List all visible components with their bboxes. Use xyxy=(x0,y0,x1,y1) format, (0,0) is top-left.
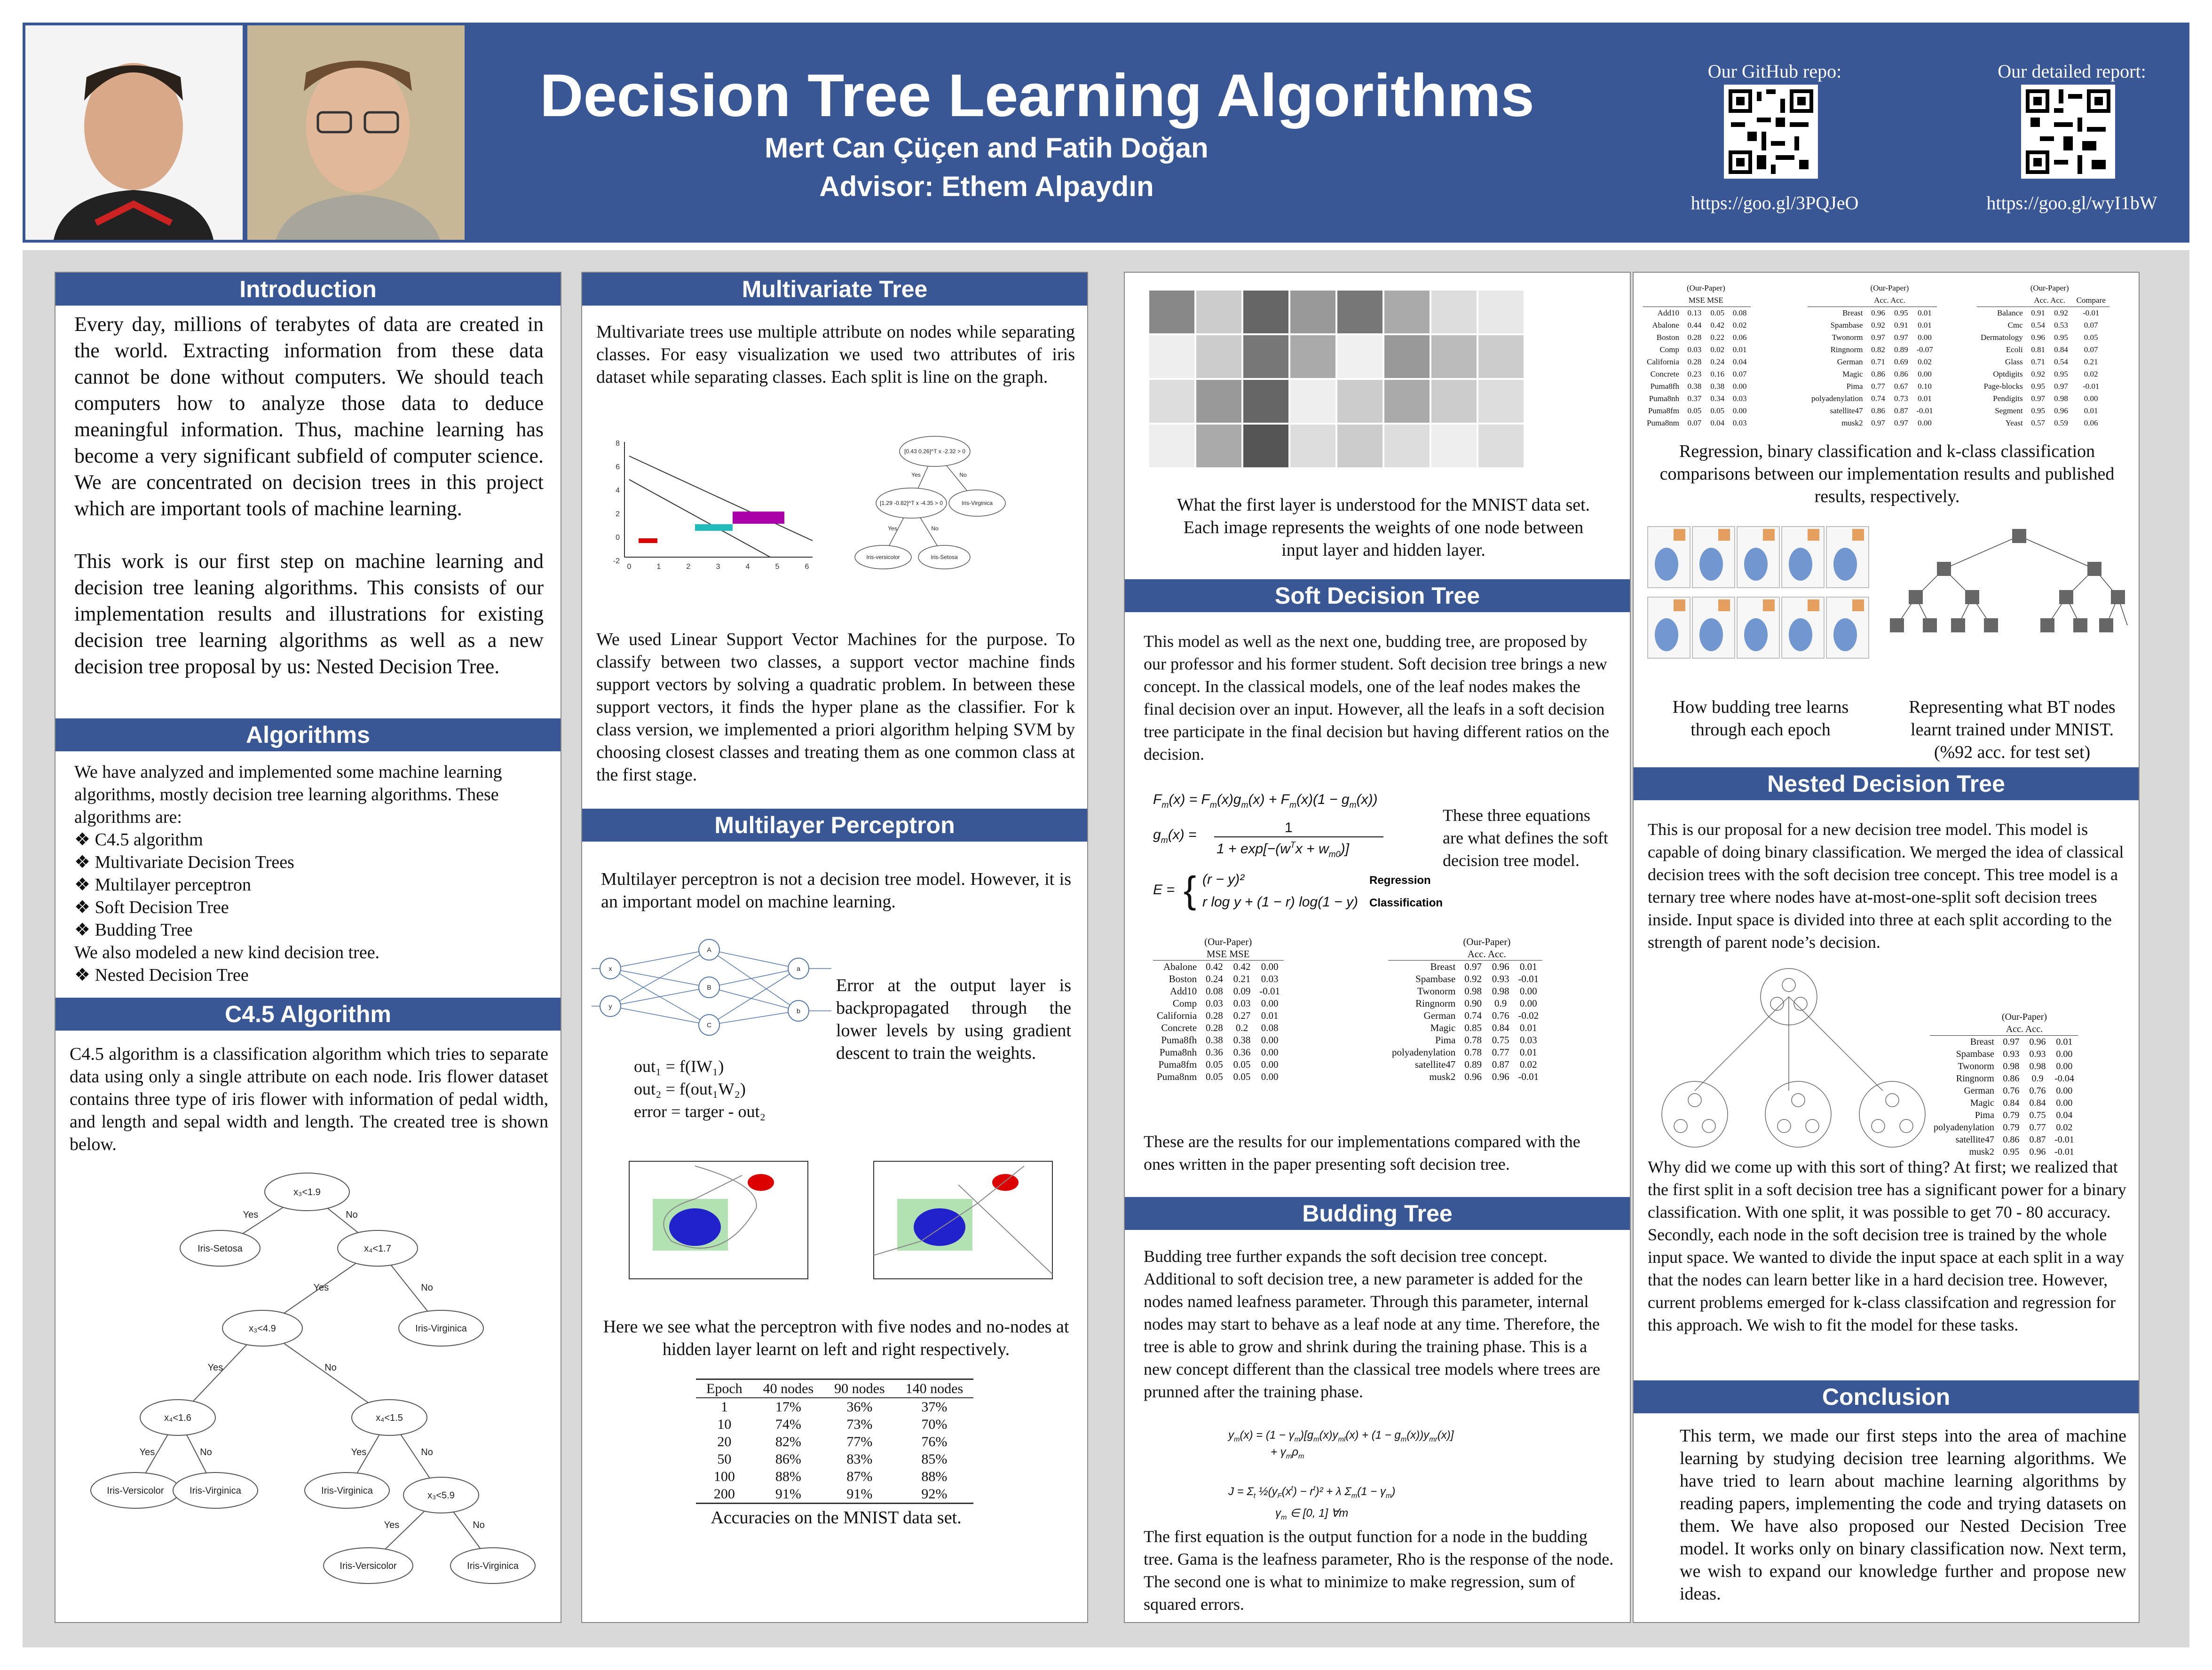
list-item: ❖ Budding Tree xyxy=(74,919,544,941)
edge-label: No xyxy=(346,1210,358,1220)
table-row: Ringnorm 0.82 0.89 -0.07 xyxy=(1830,345,1933,354)
equation-label: Classification xyxy=(1369,897,1443,909)
tree-node-label: Iris-Virginica xyxy=(962,500,993,506)
table-row: Add10 0.08 0.09 -0.01 xyxy=(1170,985,1280,997)
section-title-c45: C4.5 Algorithm xyxy=(55,998,561,1031)
soft-regression-table: (Our-Paper) MSE MSE Abalone 0.42 0.42 0.00 Boston 0.24 0.21 0.03 Add10 0.08 0.09 -0.01 Comp 0.03 0.03 0.00 California 0.28 0.27 0.01 Concrete 0.28 0.2 0.08 Puma8fh 0.38 0.38 0.00 Puma8nh 0.36 0.36 0.00 Puma8fm 0.05 0.05 0.00 Puma8nm 0.05 0.05 0.00 xyxy=(1153,936,1284,1083)
list-item: ❖ Multilayer perceptron xyxy=(74,874,544,896)
svg-text:x: x xyxy=(608,965,612,972)
table-row: Cmc 0.54 0.53 0.07 xyxy=(2007,321,2098,330)
table-row: polyadenylation 0.78 0.77 0.01 xyxy=(1392,1047,1537,1058)
section-title-multivariate: Multivariate Tree xyxy=(582,273,1087,306)
table-row: Boston 0.28 0.22 0.06 xyxy=(1656,333,1747,342)
table-row: German 0.76 0.76 0.00 xyxy=(1964,1086,2073,1096)
table-row: California 0.28 0.24 0.04 xyxy=(1647,357,1747,366)
soft-classification-table: (Our-Paper) Acc. Acc. Breast 0.97 0.96 0.01 Spambase 0.92 0.93 -0.01 Twonorm 0.98 0.98 0.00 Ringnorm 0.90 0.9 0.00 German 0.74 0.76 -0.02 Magic 0.85 0.84 0.01 Pima 0.78 0.75 0.03 polyadenylation 0.78 0.77 0.01 satellite47 0.89 0.87 0.02 musk2 0.96 0.96 -0.01 xyxy=(1388,936,1542,1083)
edge-label: No xyxy=(324,1363,337,1373)
table-row: Abalone 0.42 0.42 0.00 xyxy=(1163,961,1279,972)
tree-node-label: Iris-Virginica xyxy=(415,1323,467,1334)
table-row: Glass 0.71 0.54 0.21 xyxy=(2005,357,2098,366)
mlp-table-caption: Accuracies on the MNIST data set. xyxy=(711,1508,962,1528)
table-row: Puma8nm 0.05 0.05 0.00 xyxy=(1157,1071,1279,1082)
tree-node-label: Iris-Versicolor xyxy=(340,1561,397,1571)
table-row: Optdigits 0.92 0.95 0.02 xyxy=(1993,370,2098,378)
table-row: Spambase 0.92 0.93 -0.01 xyxy=(1415,973,1539,985)
edge-label: No xyxy=(959,472,967,478)
conclusion-text: This term, we made our first steps into the area of machine learning by studying decision tree learning algorithms. We have tried to learn about machine learning algorithms by reading papers, implementing the code and trying datasets on them. We have also proposed our Nested Decision Tree model. It works only on binary classification now. Next term, we wish to expand our knowledge further and propose new ideas. xyxy=(1680,1426,2126,1604)
table-row: Breast 0.97 0.96 0.01 xyxy=(1430,961,1537,972)
edge-label: Yes xyxy=(911,472,921,478)
svg-text:{: { xyxy=(1184,869,1196,911)
edge-label: Yes xyxy=(313,1283,329,1293)
repo-url[interactable]: https://goo.gl/3PQJeO xyxy=(1691,192,1859,213)
y-tick-label: 8 xyxy=(616,440,620,448)
poster-header xyxy=(23,23,2189,243)
bt-kclass-table: (Our-Paper) Acc. Acc. Compare Balance 0.91 0.92 -0.01 Cmc 0.54 0.53 0.07 Dermatology 0.96 0.95 0.05 Ecoli 0.81 0.84 0.07 Glass 0.71 0.54 0.21 Optdigits 0.92 0.95 0.02 Page-blocks 0.95 0.97 -0.01 Pendigits 0.97 0.98 0.00 Segment 0.95 0.96 0.01 Yeast 0.57 0.59 0.06 xyxy=(1977,282,2109,429)
svg-text:γm ∈ [0, 1] ∀m: $\gamma_m$ ∈ [0, 1] ∀m xyxy=(1275,1507,1349,1521)
table-row: Spambase 0.92 0.91 0.01 xyxy=(1830,321,1932,330)
table-row: Puma8nh 0.37 0.34 0.03 xyxy=(1649,394,1747,403)
tree-node-label: x₃<5.9 xyxy=(427,1490,455,1501)
table-row: 200 91% 91% 92% xyxy=(696,1485,973,1504)
mlp-text-2: Error at the output layer is backpropagated through the lower levels by using gradient descent to train the weights. xyxy=(836,976,1071,1063)
table-row: satellite47 0.86 0.87 -0.01 xyxy=(1955,1134,2074,1145)
svg-text:b: b xyxy=(797,1007,800,1015)
soft-tree-equation-note: These three equations are what defines the soft decision tree model. xyxy=(1443,806,1608,870)
table-row: musk2 0.96 0.96 -0.01 xyxy=(1429,1071,1539,1082)
table-row: Comp 0.03 0.03 0.00 xyxy=(1172,998,1279,1009)
mlp-accuracy-table: Epoch 40 nodes 90 nodes 140 nodes 1 17% 36% 37% 10 74% 73% 70% 20 82% 77% 76% 50 86% 83% 85% 100 88% 87% 88% 200 91% 91% 92% xyxy=(696,1379,973,1504)
x-tick-label: 2 xyxy=(686,563,691,571)
multivariate-text-2: We used Linear Support Vector Machines for the purpose. To classify between two classes, a support vector machine finds support vectors by solving a quadratic problem. In between these support vectors, it finds the hyper plane as the classifier. For k class version, we implemented a priori algorithm helping SVM by choosing closest classes and treating them as one common class at the first stage. xyxy=(596,630,1075,785)
svg-text:a: a xyxy=(797,965,800,972)
table-row: Boston 0.24 0.21 0.03 xyxy=(1169,973,1279,985)
table-row: 50 86% 83% 85% xyxy=(717,1451,948,1467)
table-row: Pendigits 0.97 0.98 0.00 xyxy=(1993,394,2098,403)
svg-text:gm(x) =: $g_m(x)$ = xyxy=(1153,827,1197,845)
algorithms-list xyxy=(74,828,544,941)
table-row: musk2 0.97 0.97 0.00 xyxy=(1841,418,1932,427)
section-title-budding-tree: Budding Tree xyxy=(1125,1197,1630,1230)
y-tick-label: 0 xyxy=(616,534,620,542)
svg-text:E =: E = xyxy=(1153,882,1175,898)
nested-tree-text-2: Why did we come up with this sort of thing? At first; we realized that the first split in a soft decision tree has a significant power for a binary classification. With one split, it was possible to get 70 - 80 accuracy. Secondly, each node in the soft decision tree is trained by the whole input space. We wanted to divide the input space at each split in a way that the nodes can learn better like in a hard decision tree. However, current problems emerged for k-class classifcation and regression for this approach. We wish to fit the model for these tasks. xyxy=(1648,1158,2126,1334)
table-row: Magic 0.85 0.84 0.01 xyxy=(1430,1022,1537,1033)
mlp-equation-3: error = targer - out₂ xyxy=(634,1102,766,1121)
edge-label: No xyxy=(473,1520,485,1530)
report-label: Our detailed report: xyxy=(1998,61,2146,82)
table-row: Spambase 0.93 0.93 0.00 xyxy=(1956,1049,2073,1059)
table-row: Pima 0.78 0.75 0.03 xyxy=(1435,1034,1537,1046)
table-row: Segment 0.95 0.96 0.01 xyxy=(1995,406,2098,415)
multivariate-text-1: Multivariate trees use multiple attribute on nodes while separating classes. For easy visualization we used two attributes of iris dataset while separating classes. Each split is line on the graph. xyxy=(596,322,1075,387)
tree-node-label: [1.29 -0.82]^T x -4.35 > 0 xyxy=(880,500,943,506)
intro-paragraph-2: This work is our first step on machine learning and decision tree leaning algorithms. This consists of our implementation results and illustrations for existing decision tree learning algorithms as well as a new decision tree proposal by us: Nested Decision Tree. xyxy=(74,550,544,678)
mlp-network-diagram xyxy=(592,931,836,1039)
tree-node-label: [0.43 0.26]^T x -2.32 > 0 xyxy=(904,448,965,455)
authors: Mert Can Çüçen and Fatih Doğan xyxy=(765,132,1209,164)
table-row: Puma8nh 0.36 0.36 0.00 xyxy=(1159,1047,1279,1058)
intro-paragraph-1: Every day, millions of terabytes of data are created in the world. Extracting information from these data cannot be done without computers. We should teach computers how to analyze those data to deduce meaningful information. Thus, machine learning has become a very significant subfield of computer science. We are concentrated on decision trees in this project which are important tools of machine learning. xyxy=(74,313,544,520)
bt-binary-table: (Our-Paper) Acc. Acc. Breast 0.96 0.95 0.01 Spambase 0.92 0.91 0.01 Twonorm 0.97 0.97 0.00 Ringnorm 0.82 0.89 -0.07 German 0.71 0.69 0.02 Magic 0.86 0.86 0.00 Pima 0.77 0.67 0.10 polyadenylation 0.74 0.73 0.01 satellite47 0.86 0.87 -0.01 musk2 0.97 0.97 0.00 xyxy=(1808,282,1937,429)
svg-text:J = Σt ½(yF(xt) − rt)² + λ Σm(: $J = \Sigma_t$ $\frac{1}{2}(y_F(x^t) - r^t)^2 + \lambda$ $\Sigma_m(1 - \gamma_m)$ xyxy=(1228,1484,1396,1500)
tree-node-label: Iris-Virginica xyxy=(321,1486,373,1496)
y-tick-label: 6 xyxy=(616,463,620,471)
tree-node-label: Iris-Versicolor xyxy=(107,1486,164,1496)
svg-text:A: A xyxy=(707,946,711,953)
table-row: Magic 0.86 0.86 0.00 xyxy=(1842,370,1932,378)
tree-node-label: x₃<1.9 xyxy=(293,1187,321,1197)
y-tick-label: 2 xyxy=(616,510,620,518)
bt-epoch-caption: How budding tree learns through each epoch xyxy=(1672,697,1849,740)
table-row: Puma8nm 0.07 0.04 0.03 xyxy=(1647,418,1747,427)
poster-title: Decision Tree Learning Algorithms xyxy=(540,62,1534,129)
soft-tree-text: This model as well as the next one, budding tree, are proposed by our professor and his former student. Soft decision tree brings a new concept. In the classical models, one of the leaf nodes makes the final decision over an input. However, all the leafs in a soft decision tree participate in the final decision but having different ratios on the decision. xyxy=(1144,632,1609,764)
edge-label: No xyxy=(421,1447,433,1457)
algorithms-new-list xyxy=(74,964,544,986)
tree-node-label: Iris-Setosa xyxy=(198,1244,243,1254)
column-2 xyxy=(581,272,1088,1623)
edge-label: Yes xyxy=(351,1447,367,1457)
table-row: polyadenylation 0.79 0.77 0.02 xyxy=(1934,1122,2073,1133)
y-tick-label: 4 xyxy=(616,487,620,495)
x-tick-label: 1 xyxy=(656,563,661,571)
svg-text:Fm(x) = Fm(x)gm(x) + Fm(x)(1 −: $F_m(x) = F_m(x)g_m(x) + F_m(x)(1 - g_m(x))$ xyxy=(1153,792,1378,810)
nested-tree-diagram xyxy=(1648,964,1939,1171)
multivariate-plot xyxy=(592,433,1081,574)
column-4 xyxy=(1633,272,2140,1623)
edge-label: Yes xyxy=(139,1447,155,1457)
svg-text:(r − y)²: (r − y)² xyxy=(1202,872,1245,887)
advisor: Advisor: Ethem Alpaydın xyxy=(819,171,1154,202)
repo-label: Our GitHub repo: xyxy=(1707,61,1842,82)
column-3 xyxy=(1124,272,1631,1623)
tree-node-label: Iris-Virginica xyxy=(467,1561,519,1571)
svg-text:1 + exp[−(wTx + wm0)]: $1 + \exp[-(w^Tx + w_{m0})]$ xyxy=(1217,840,1349,859)
table-row: satellite47 0.86 0.87 -0.01 xyxy=(1830,406,1933,415)
mlp-plots-caption: Here we see what the perceptron with five nodes and no-nodes at hidden layer learnt on left and right respectively. xyxy=(603,1317,1069,1359)
c45-text: C4.5 algorithm is a classification algorithm which tries to separate data using only a single attribute on each node. Iris flower dataset contains three type of iris flower with information of pedal width, and length and sepal width and length. The created tree is shown below. xyxy=(70,1044,548,1154)
table-row: Twonorm 0.98 0.98 0.00 xyxy=(1417,985,1537,997)
soft-tree-equations xyxy=(1148,785,1449,917)
table-row: Dermatology 0.96 0.95 0.05 xyxy=(1981,333,2098,342)
list-item: ❖ Multivariate Decision Trees xyxy=(74,851,544,874)
table-row: Puma8fh 0.38 0.38 0.00 xyxy=(1161,1034,1279,1046)
column-1 xyxy=(55,272,561,1623)
svg-text:r log y + (1 − r) log(1 − y): r log y + (1 − r) log(1 − y) xyxy=(1202,894,1358,910)
x-tick-label: 0 xyxy=(627,563,632,571)
budding-tree-text-2: The first equation is the output function for a node in the budding tree. Gama is the leafness parameter, Rho is the response of the node. The second one is what to minimize to make regression, sum of squared errors. xyxy=(1144,1527,1614,1614)
bt-tables-caption: Regression, binary classification and k-class classification comparisons between our implementation results and published results, respectively. xyxy=(1659,441,2115,506)
author-photo-1 xyxy=(25,25,243,240)
table-row: Breast 0.97 0.96 0.01 xyxy=(1970,1037,2073,1047)
edge-label: Yes xyxy=(243,1210,259,1220)
edge-label: No xyxy=(931,525,939,532)
table-row: Ringnorm 0.90 0.9 0.00 xyxy=(1415,998,1537,1009)
table-row: Breast 0.96 0.95 0.01 xyxy=(1842,308,1932,317)
edge-label: No xyxy=(421,1283,433,1293)
table-row: polyadenylation 0.74 0.73 0.01 xyxy=(1811,394,1932,403)
author-photo-2 xyxy=(247,25,465,240)
table-row: German 0.71 0.69 0.02 xyxy=(1837,357,1932,366)
bt-regression-table: (Our-Paper) MSE MSE Add10 0.13 0.05 0.08 Abalone 0.44 0.42 0.02 Boston 0.28 0.22 0.06 Comp 0.03 0.02 0.01 California 0.28 0.24 0.04 Concrete 0.23 0.16 0.07 Puma8fh 0.38 0.38 0.00 Puma8nh 0.37 0.34 0.03 Puma8fm 0.05 0.05 0.00 Puma8nm 0.07 0.04 0.03 xyxy=(1643,282,1751,429)
budding-tree-text-1: Budding tree further expands the soft decision tree concept. Additional to soft decision tree, a new parameter is added for the nodes named leafness parameter. Through this parameter, internal nodes may start to behave as a leaf node at any time. Therefore, the tree is able to grow and shrink during the training phase. This is a new concept different than the classical tree models where trees are prunned after the training phase. xyxy=(1144,1247,1600,1401)
algorithms-intro: We have analyzed and implemented some machine learning algorithms, mostly decision tree learning algorithms. These algorithms are: xyxy=(74,762,502,827)
table-row: Add10 0.13 0.05 0.08 xyxy=(1657,308,1747,317)
tree-node-label: x₄<1.6 xyxy=(164,1413,191,1423)
mlp-equation-1: out₁ = f(IW₁) xyxy=(634,1057,724,1076)
mlp-text-1: Multilayer perceptron is not a decision tree model. However, it is an important model on machine learning. xyxy=(601,869,1071,912)
x-tick-label: 4 xyxy=(745,563,750,571)
table-row: Concrete 0.28 0.2 0.08 xyxy=(1161,1022,1279,1033)
section-title-introduction: Introduction xyxy=(55,273,561,306)
budding-tree-equations xyxy=(1219,1425,1595,1542)
section-title-soft-tree: Soft Decision Tree xyxy=(1125,579,1630,612)
table-row: Twonorm 0.97 0.97 0.00 xyxy=(1832,333,1932,342)
table-row: Ringnorm 0.86 0.9 -0.04 xyxy=(1956,1073,2074,1084)
svg-text:y: y xyxy=(608,1002,612,1010)
list-item: ❖ Soft Decision Tree xyxy=(74,896,544,919)
table-row: Page-blocks 0.95 0.97 -0.01 xyxy=(1983,382,2100,391)
edge-label: Yes xyxy=(384,1520,400,1530)
edge-label: Yes xyxy=(207,1363,223,1373)
table-row: satellite47 0.89 0.87 0.02 xyxy=(1415,1059,1537,1070)
edge-label: Yes xyxy=(888,525,897,532)
equation-label: Regression xyxy=(1369,874,1431,887)
tree-node-label: Iris-Virginica xyxy=(190,1486,241,1496)
report-url[interactable]: https://goo.gl/wyI1bW xyxy=(1986,192,2157,213)
table-row: German 0.74 0.76 -0.02 xyxy=(1423,1010,1539,1021)
table-row: 10 74% 73% 70% xyxy=(717,1417,948,1432)
tree-node-label: x₄<1.7 xyxy=(364,1244,391,1254)
mnist-weights-image xyxy=(1148,290,1600,478)
bt-epoch-and-mnist-figures xyxy=(1643,522,2132,672)
c45-tree-diagram xyxy=(65,1171,554,1603)
table-row: Ecoli 0.81 0.84 0.07 xyxy=(2006,345,2098,354)
tree-node-label: x₄<1.5 xyxy=(376,1413,403,1423)
table-row: Pima 0.77 0.67 0.10 xyxy=(1846,382,1932,391)
table-row: California 0.28 0.27 0.01 xyxy=(1157,1010,1279,1021)
table-row: musk2 0.95 0.96 -0.01 xyxy=(1969,1147,2074,1157)
table-row: Puma8fm 0.05 0.05 0.00 xyxy=(1648,406,1747,415)
table-row: Puma8fm 0.05 0.05 0.00 xyxy=(1158,1059,1279,1070)
table-row: Comp 0.03 0.02 0.01 xyxy=(1659,345,1747,354)
nested-tree-text-1: This is our proposal for a new decision tree model. This model is capable of doing binary classification. We merged the idea of classical decision trees with the soft decision tree concept. This tree model is a ternary tree where nodes have at-most-one-split soft decision trees inside. Input space is divided into three at each split according to the strength of parent node’s decision. xyxy=(1648,820,2124,952)
x-tick-label: 3 xyxy=(716,563,720,571)
x-tick-label: 6 xyxy=(805,563,809,571)
repo-qr-code[interactable] xyxy=(1724,85,1818,179)
edge-label: No xyxy=(200,1447,212,1457)
section-title-mlp: Multilayer Perceptron xyxy=(582,809,1087,842)
table-row: 1 17% 36% 37% xyxy=(720,1399,948,1415)
table-row: Pima 0.79 0.75 0.04 xyxy=(1975,1110,2073,1120)
tree-node-label: Iris-versicolor xyxy=(866,554,900,560)
table-row: Twonorm 0.98 0.98 0.00 xyxy=(1958,1061,2073,1071)
svg-text:B: B xyxy=(707,984,711,991)
table-row: 20 82% 77% 76% xyxy=(717,1434,948,1449)
table-row: Puma8fh 0.38 0.38 0.00 xyxy=(1650,382,1747,391)
mnist-caption: What the first layer is understood for the MNIST data set. Each image represents the weights of one node between input layer and hidden layer. xyxy=(1177,495,1590,560)
svg-text:ym(x) = (1 − γm)[gm(x)yml(: $y_m(x) = (1 - \gamma_m)[g_m(x)y_{ml}(x) + (1 - g_m(x))y_{mr}(x)]$ xyxy=(1228,1429,1454,1443)
svg-text:+ γmρm: + $\gamma_m\rho_m$ xyxy=(1271,1446,1304,1460)
y-tick-label: -2 xyxy=(613,557,620,565)
table-row: Balance 0.91 0.92 -0.01 xyxy=(1997,308,2100,317)
table-row: Abalone 0.44 0.42 0.02 xyxy=(1652,321,1747,330)
list-item: ❖ C4.5 algorithm xyxy=(74,828,544,851)
section-title-conclusion: Conclusion xyxy=(1634,1380,2139,1413)
table-row: Concrete 0.23 0.16 0.07 xyxy=(1650,370,1747,378)
report-qr-code[interactable] xyxy=(2021,85,2115,179)
tree-node-label: Iris-Setosa xyxy=(931,554,958,560)
list-item: ❖ Nested Decision Tree xyxy=(74,964,544,986)
table-row: Magic 0.84 0.84 0.00 xyxy=(1970,1098,2073,1108)
svg-text:1: 1 xyxy=(1285,820,1293,835)
tree-node-label: x₃<4.9 xyxy=(249,1323,276,1334)
table-row: 100 88% 87% 88% xyxy=(713,1469,948,1484)
nested-tree-table: (Our-Paper) Acc. Acc. Breast 0.97 0.96 0.01 Spambase 0.93 0.93 0.00 Twonorm 0.98 0.98 0.00 Ringnorm 0.86 0.9 -0.04 German 0.76 0.76 0.00 Magic 0.84 0.84 0.00 Pima 0.79 0.75 0.04 polyadenylation 0.79 0.77 0.02 satellite47 0.86 0.87 -0.01 musk2 0.95 0.96 -0.01 xyxy=(1930,1011,2078,1158)
mlp-decision-plots xyxy=(601,1157,1071,1298)
mlp-equation-2: out₂ = f(out₁W₂) xyxy=(634,1079,746,1098)
x-tick-label: 5 xyxy=(775,563,780,571)
section-title-algorithms: Algorithms xyxy=(55,718,561,751)
soft-tree-results-text: These are the results for our implementations compared with the ones written in the paper presenting soft decision tree. xyxy=(1144,1132,1580,1174)
algorithms-new: We also modeled a new kind decision tree. xyxy=(74,943,380,962)
svg-text:C: C xyxy=(706,1021,712,1029)
table-row: Yeast 0.57 0.59 0.06 xyxy=(2005,418,2098,427)
section-title-nested-tree: Nested Decision Tree xyxy=(1634,767,2139,800)
bt-mnist-caption: Representing what BT nodes learnt trained under MNIST.(%92 acc. for test set) xyxy=(1909,697,2116,762)
